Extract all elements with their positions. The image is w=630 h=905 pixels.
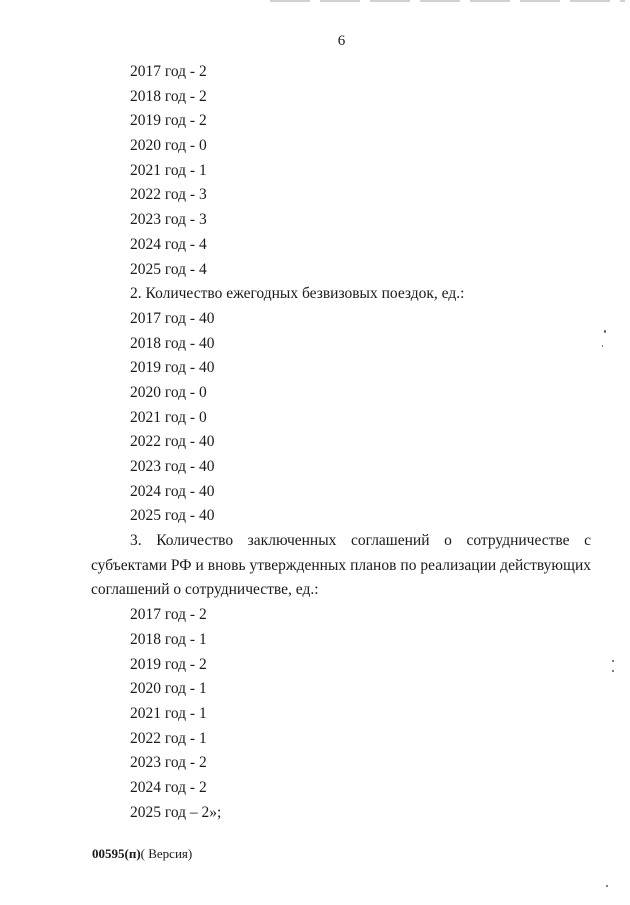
list-block-2	[91, 307, 591, 529]
scan-speck	[602, 345, 603, 347]
scan-speck	[612, 670, 614, 672]
list-item: 2021 год - 1	[130, 161, 207, 179]
page-number: 6	[337, 33, 346, 49]
list-item: 2017 год - 40	[130, 309, 215, 327]
list-item: 2022 год - 1	[130, 729, 207, 747]
list-item: 2021 год - 0	[130, 408, 207, 426]
document-footer	[92, 846, 192, 862]
list-item: 2023 год - 40	[130, 458, 215, 476]
list-item: 2021 год - 1	[130, 704, 207, 722]
section-heading-2: 2. Количество ежегодных безвизовых поездок, ед.:	[130, 285, 465, 303]
scan-top-edge	[270, 0, 625, 2]
section-heading-3: 3. Количество заключенных соглашений о сотрудничестве с субъектами РФ и вновь утвержденных планов по реализации действующих соглашений о сотрудничестве, ед.:	[91, 532, 591, 599]
list-block-1	[91, 60, 591, 282]
list-block-3	[91, 603, 591, 825]
document-body	[91, 60, 591, 825]
list-item: 2022 год - 3	[130, 186, 207, 204]
list-item: 2019 год - 2	[130, 112, 207, 130]
list-item: 2025 год - 4	[130, 260, 207, 278]
list-item: 2019 год - 2	[130, 655, 207, 673]
list-item: 2024 год - 40	[130, 482, 215, 500]
list-item: 2023 год - 3	[130, 211, 207, 229]
scan-speck	[604, 330, 606, 333]
list-item: 2017 год - 2	[130, 606, 207, 624]
list-item: 2022 год - 40	[130, 433, 215, 451]
list-item: 2020 год - 0	[130, 383, 207, 401]
list-item: 2025 год – 2»;	[130, 803, 222, 821]
scan-speck	[606, 885, 608, 887]
list-item: 2018 год - 2	[130, 87, 207, 105]
list-item: 2023 год - 2	[130, 754, 207, 772]
list-item: 2020 год - 1	[130, 680, 207, 698]
list-item: 2020 год - 0	[130, 137, 207, 155]
list-item: 2025 год - 40	[130, 507, 215, 525]
list-item: 2018 год - 40	[130, 334, 215, 352]
list-item: 2018 год - 1	[130, 630, 207, 648]
list-item: 2019 год - 40	[130, 359, 215, 377]
scan-speck	[612, 660, 614, 662]
footer-code: 00595(п)	[92, 846, 141, 861]
list-item: 2017 год - 2	[130, 63, 207, 80]
footer-version: ( Версия)	[140, 846, 193, 861]
list-item: 2024 год - 4	[130, 235, 207, 253]
list-item: 2024 год - 2	[130, 779, 207, 796]
